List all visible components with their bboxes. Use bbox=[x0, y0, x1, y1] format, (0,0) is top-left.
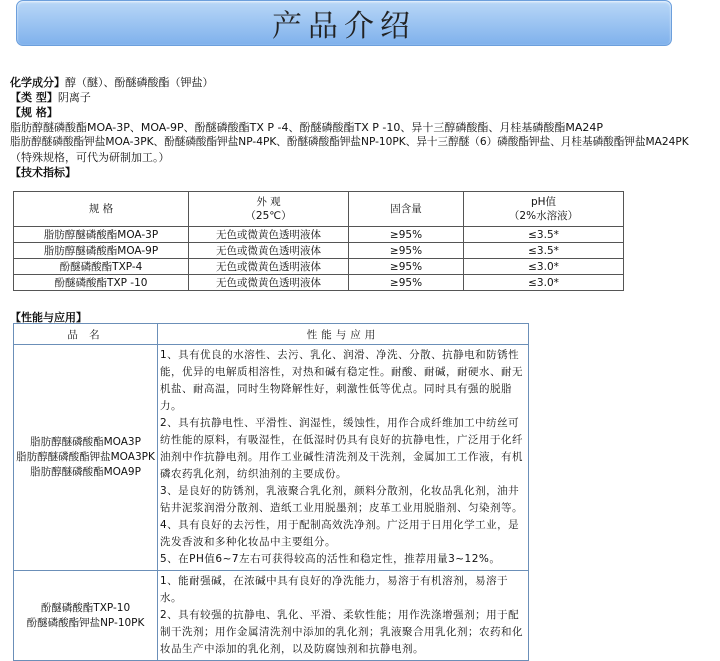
spec-line-2: 脂肪醇醚磷酸酯钾盐MOA-3PK、酚醚磷酸酯钾盐NP-4PK、酚醚磷酸酯钾盐NP-10PK、异十三醇醚（6）磷酸酯钾盐、月桂基磷酸酯钾盐MA24PK bbox=[10, 136, 689, 148]
table-row: 脂肪醇醚磷酸酯MOA-3P 无色或微黄色透明液体 ≥95% ≤3.5* bbox=[14, 227, 624, 243]
spec-label: 【规 格】 bbox=[10, 106, 58, 119]
header-appearance: 外 观 （25℃） bbox=[189, 192, 349, 227]
product-names: 脂肪醇醚磷酸酯MOA3P 脂肪醇醚磷酸酯钾盐MOA3PK 脂肪醇醚磷酸酯MOA9P bbox=[14, 345, 158, 571]
table-row: 酚醚磷酸酯TXP-4 无色或微黄色透明液体 ≥95% ≤3.0* bbox=[14, 259, 624, 275]
table-row: 酚醚磷酸酯TXP -10 无色或微黄色透明液体 ≥95% ≤3.0* bbox=[14, 275, 624, 291]
composition-value: 醇（醚）、酚醚磷酸酯（钾盐） bbox=[65, 76, 214, 89]
header-product-name: 品 名 bbox=[14, 324, 158, 345]
header-solid-content: 固含量 bbox=[349, 192, 464, 227]
applications-label: 【性能与应用】 bbox=[10, 311, 87, 324]
title-banner bbox=[16, 0, 672, 46]
table-row bbox=[14, 345, 529, 571]
spec-table-header bbox=[14, 192, 624, 227]
table-row bbox=[14, 571, 529, 661]
applications-table bbox=[13, 323, 529, 661]
product-description: 1、能耐强碱，在浓碱中具有良好的净洗能力，易溶于有机溶剂，易溶于水。 2、具有较强的抗静电、乳化、平滑、柔软性能；用作洗涤增强剂；用于配制干洗剂；用作金属清洗剂中添加的乳化剂；乳液聚合用乳化剂；农药和化妆品生产中添加的乳化剂，以及防腐蚀剂和抗静电剂。 bbox=[158, 571, 529, 661]
page-title: 产品介绍 bbox=[272, 9, 416, 44]
product-names: 酚醚磷酸酯TXP-10 酚醚磷酸酯钾盐NP-10PK bbox=[14, 571, 158, 661]
header-performance: 性能与应用 bbox=[158, 324, 529, 345]
spec-line-3: （特殊规格，可代为研制加工。） bbox=[10, 151, 170, 164]
tech-label: 【技术指标】 bbox=[10, 166, 76, 179]
product-info bbox=[10, 75, 710, 180]
composition-line bbox=[10, 75, 710, 90]
type-line bbox=[10, 90, 710, 105]
product-description: 1、具有优良的水溶性、去污、乳化、润滑、净洗、分散、抗静电和防锈性能，优异的电解质相溶性，对热和碱有稳定性。耐酸、耐碱，耐硬水、耐无机盐、耐高温，同时生物降解性好，刺激性低等优点。同时具有强的脱脂力。 2、具有抗静电性、平滑性、润湿性，缓蚀性，用作合成纤维加工中纺丝可纺性能的原料，有吸湿性，在低湿时仍具有良好的抗静电性，广泛用于化纤油剂中作抗静电剂。用作工业碱性清洗剂及干洗剂，金属加工工作液，有机磷农药乳化剂，纺织油剂的主要成份。 3、是良好的防锈剂，乳液聚合乳化剂，颜料分散剂，化妆品乳化剂，油井钻井泥浆润滑分散剂、造纸工业用脱墨剂；皮革工业用脱脂剂、匀染剂等。 4、具有良好的去污性，用于配制高效洗净剂。广泛用于日用化学工业，是洗发香波和多种化妆品中主要组分。 5、在PH值6~7左右可获得较高的活性和稳定性，推荐用量3~12%。 bbox=[158, 345, 529, 571]
type-value: 阴离子 bbox=[57, 91, 91, 104]
composition-label: 化学成分】 bbox=[10, 76, 65, 89]
table-row: 脂肪醇醚磷酸酯MOA-9P 无色或微黄色透明液体 ≥95% ≤3.5* bbox=[14, 243, 624, 259]
header-spec: 规 格 bbox=[14, 192, 189, 227]
spec-table bbox=[13, 191, 624, 291]
spec-line-1: 脂肪醇醚磷酸酯MOA-3P、MOA-9P、酚醚磷酸酯TX P -4、酚醚磷酸酯TX P -10、异十三醇磷酸酯、月桂基磷酸酯MA24P bbox=[10, 121, 604, 134]
header-ph: pH值 （2%水溶液） bbox=[464, 192, 624, 227]
applications-header bbox=[14, 324, 529, 345]
type-label: 【类 型】 bbox=[10, 91, 58, 104]
